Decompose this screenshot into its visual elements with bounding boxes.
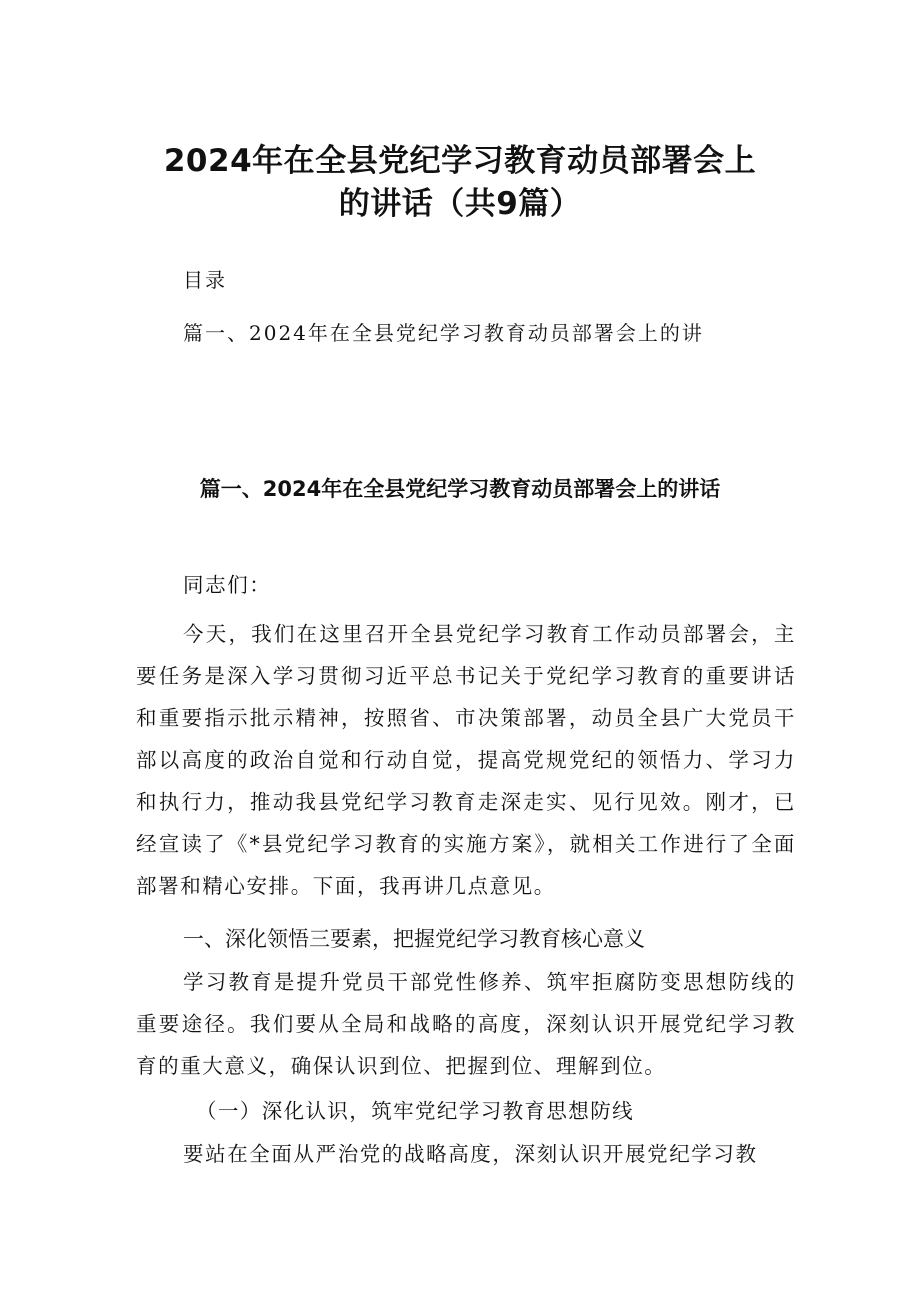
document-title-line-1: 2024年在全县党纪学习教育动员部署会上 bbox=[163, 143, 757, 179]
document-title-line-2: 的讲话（共9篇） bbox=[338, 186, 582, 222]
paragraph-1: 今天，我们在这里召开全县党纪学习教育工作动员部署会，主要任务是深入学习贯彻习近平总书记关于党纪学习教育的重要讲话和重要指示批示精神，按照省、市决策部署，动员全县广大党员干部以高度的政治自觉和行动自觉，提高党规党纪的领悟力、学习力和执行力，推动我县党纪学习教育走深走实、见行见效。刚才，已经宣读了《*县党纪学习教育的实施方案》，就相关工作进行了全面部署和精心安排。下面，我再讲几点意见。 bbox=[136, 622, 796, 898]
heading-level-2: （一）深化认识，筑牢党纪学习教育思想防线 bbox=[196, 1099, 634, 1123]
paragraph-2: 学习教育是提升党员干部党性修养、筑牢拒腐防变思想防线的重要途径。我们要从全局和战略的高度，深刻认识开展党纪学习教育的重大意义，确保认识到位、把握到位、理解到位。 bbox=[136, 970, 796, 1078]
toc-item-1[interactable]: 篇一、2024年在全县党纪学习教育动员部署会上的讲 bbox=[183, 321, 704, 345]
paragraph-3-partial: 要站在全面从严治党的战略高度，深刻认识开展党纪学习教 bbox=[183, 1142, 758, 1166]
heading-level-1: 一、深化领悟三要素，把握党纪学习教育核心意义 bbox=[183, 927, 645, 951]
toc-label: 目录 bbox=[183, 268, 227, 292]
section-title: 篇一、2024年在全县党纪学习教育动员部署会上的讲话 bbox=[199, 477, 721, 501]
salutation: 同志们： bbox=[183, 573, 272, 597]
